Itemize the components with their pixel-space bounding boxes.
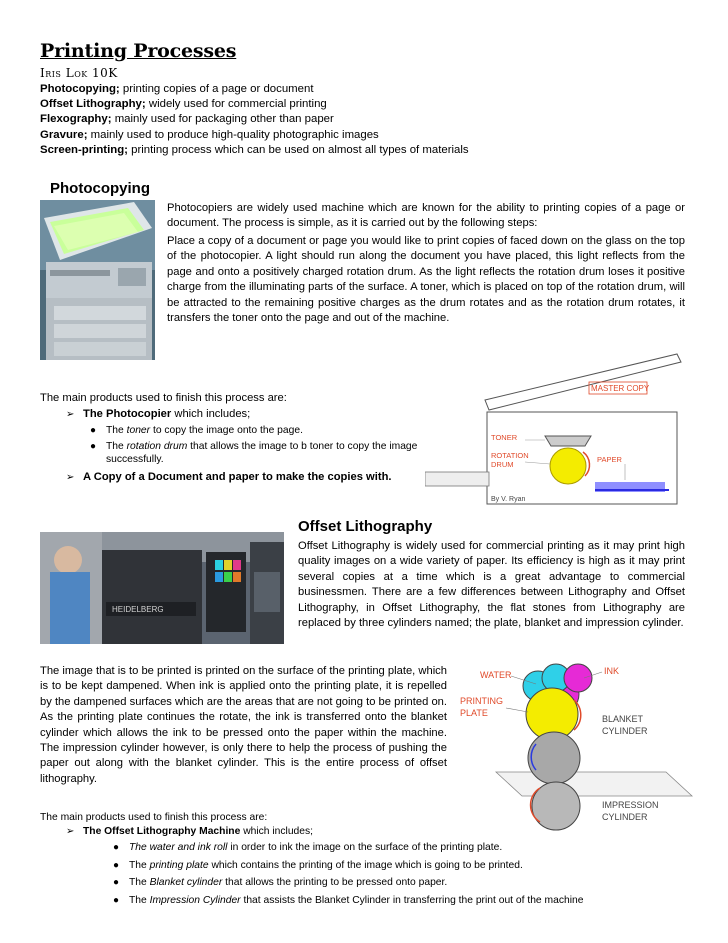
bullet-icon: ● bbox=[113, 877, 120, 889]
list-item: ● The printing plate which contains the printing of the image which is going to be printed. bbox=[113, 859, 523, 871]
bullet-icon: ● bbox=[90, 440, 97, 452]
offset-lithography-paragraph-2: The image that is to be printed is printed on the surface of the printing plate, which is to be kept dampened. When ink is applied onto the printing plate, it is repelled by the dampened surfaces which are the areas that are not going to be printed on. As the printing plate continues the rotate, the ink is transferred onto the blanket cylinder which allows the ink to be pressed onto the paper within the machine. The impression cylinder however, is only there to help the process of pushing the paper out along with the blanket cylinder. This is the entire process of offset lithography. bbox=[40, 665, 447, 785]
diagram-label-rotation: ROTATION bbox=[491, 451, 529, 460]
offset-lithography-photo bbox=[40, 532, 284, 644]
offset-products-intro: The main products used to finish this process are: bbox=[40, 812, 268, 823]
list-item: ● The toner to copy the image onto the page. bbox=[90, 425, 303, 437]
diagram-label-cylinder-1: CYLINDER bbox=[602, 726, 648, 736]
intro-item: Screen-printing; printing process which can be used on almost all types of materials bbox=[40, 143, 469, 156]
offset-lithography-diagram bbox=[456, 660, 696, 832]
page-title: Printing Processes bbox=[40, 40, 237, 62]
list-item: ➢ The Photocopier which includes; bbox=[83, 407, 423, 422]
intro-item: Offset Lithography; widely used for commercial printing bbox=[40, 98, 327, 111]
list-item: ➢ The Offset Lithography Machine which includes; bbox=[66, 826, 314, 837]
bullet-icon: ● bbox=[90, 425, 97, 437]
diagram-label-drum: DRUM bbox=[491, 460, 514, 469]
photocopying-heading: Photocopying bbox=[50, 180, 150, 197]
offset-lithography-heading: Offset Lithography bbox=[298, 518, 433, 535]
photo-brand-label: HEIDELBERG bbox=[112, 605, 164, 614]
bullet-icon: ● bbox=[113, 859, 120, 871]
list-item: ● The water and ink roll in order to ink the image on the surface of the printing plate. bbox=[113, 842, 503, 854]
list-item: ➢ A Copy of a Document and paper to make the copies with. bbox=[83, 470, 423, 485]
photocopying-products-list bbox=[66, 407, 423, 485]
photocopier-diagram bbox=[425, 352, 685, 512]
photocopying-paragraph-1: Photocopiers are widely used machine which are known for the ability to printing copies of a page or document. The process is simple, as it is carried out by the following steps: bbox=[167, 202, 685, 230]
diagram-label-blanket: BLANKET bbox=[602, 714, 644, 724]
diagram-label-impression: IMPRESSION bbox=[602, 800, 659, 810]
arrow-bullet-icon: ➢ bbox=[66, 471, 75, 483]
diagram-label-ink: INK bbox=[604, 666, 620, 676]
diagram-label-toner: TONER bbox=[491, 433, 518, 442]
photocopying-products-intro: The main products used to finish this process are: bbox=[40, 392, 287, 404]
offset-lithography-paragraph-1: Offset Lithography is widely used for commercial printing as it may print high quality images on a wide variety of paper. Its efficiency is high as it may print several copies at a time which is a great advantage to commercial businessmen. There are a few differences between Lithography and Offset Lithography, in Offset Lithography, the flat stones from Lithography are replaced by three cylinders named; the plate, blanket and impression cylinder. bbox=[298, 540, 685, 630]
photocopier-photo bbox=[40, 200, 155, 360]
diagram-label-master-copy: MASTER COPY bbox=[591, 384, 650, 393]
diagram-label-cylinder-2: CYLINDER bbox=[602, 812, 648, 822]
diagram-label-printing: PRINTING bbox=[460, 696, 504, 706]
arrow-bullet-icon: ➢ bbox=[66, 826, 75, 837]
arrow-bullet-icon: ➢ bbox=[66, 409, 75, 420]
offset-products-list bbox=[66, 825, 703, 907]
intro-item: Flexography; mainly used for packaging other than paper bbox=[40, 113, 334, 126]
bullet-icon: ● bbox=[113, 842, 120, 854]
intro-list bbox=[40, 82, 600, 158]
diagram-label-water: WATER bbox=[480, 670, 512, 680]
photocopying-paragraph-2: Place a copy of a document or page you would like to print copies of faced down on the glass on the top of the photocopier. A light should run along the document you have placed, this light reflects from the page and onto a positively charged rotation drum. As the light reflects the rotation drum loses it positive charge from the illuminating parts of the surface. A toner, which is placed on top of the rotation drum, will be attracted to the remaining positive charges as the drum rotates and as the rotation drum rotates, it transfers the toner onto the page and out of the machine. bbox=[167, 235, 685, 325]
author-line: Iris Lok 10K bbox=[40, 66, 118, 80]
intro-item: Gravure; mainly used to produce high-quality photographic images bbox=[40, 128, 379, 141]
list-item: ● The Blanket cylinder that allows the printing to be pressed onto paper. bbox=[113, 877, 448, 889]
bullet-icon: ● bbox=[113, 894, 120, 906]
diagram-label-paper: PAPER bbox=[597, 455, 622, 464]
diagram-label-plate: PLATE bbox=[460, 708, 488, 718]
list-item: ● The rotation drum that allows the image to b toner to copy the image successfully. bbox=[90, 440, 418, 466]
diagram-credit: By V. Ryan bbox=[491, 496, 526, 503]
list-item: ● The Impression Cylinder that assists the Blanket Cylinder in transferring the print out of the machine bbox=[113, 894, 584, 906]
intro-item: Photocopying; printing copies of a page or document bbox=[40, 83, 314, 95]
